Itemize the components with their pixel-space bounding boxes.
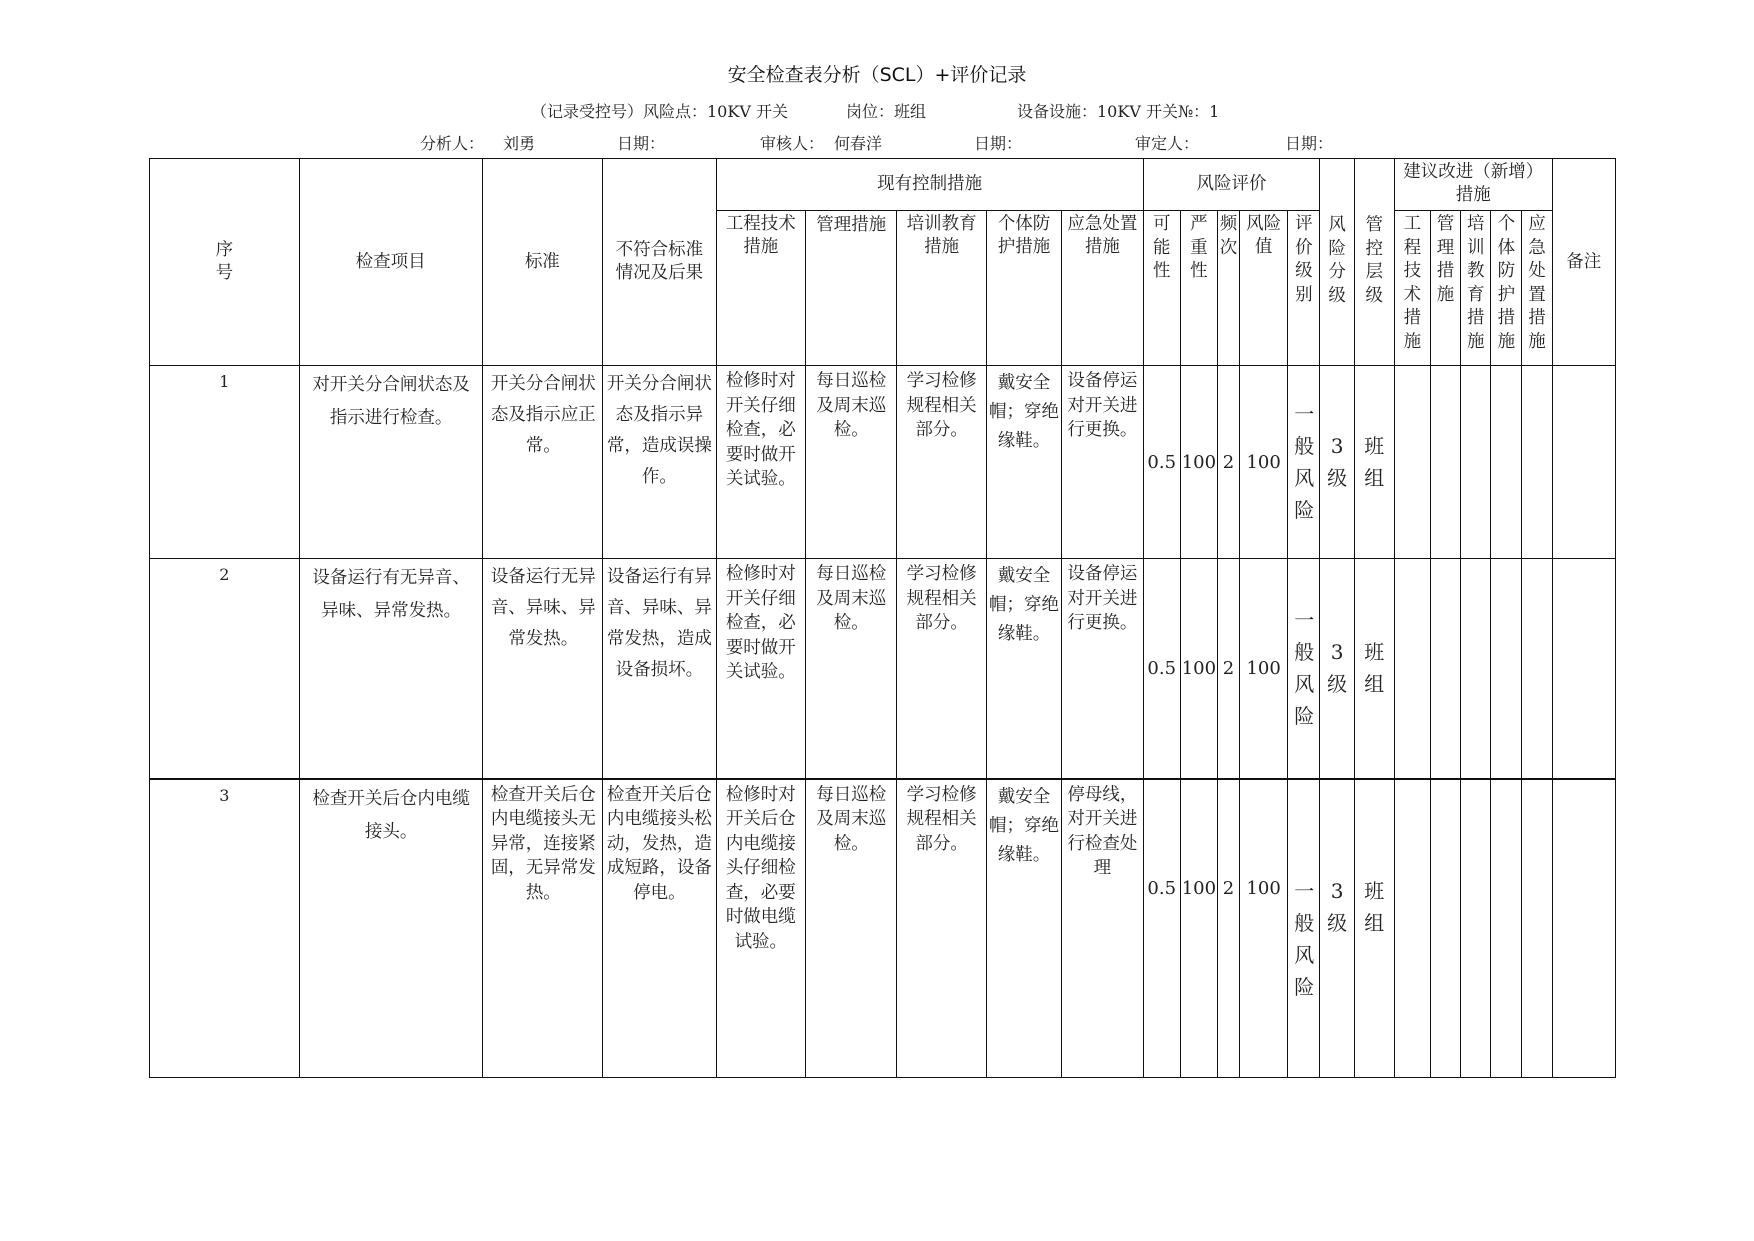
row-frequency: 2 [1217, 366, 1239, 559]
row-s-train [1461, 559, 1491, 779]
analyst-name: 刘勇 [503, 134, 536, 153]
header-eval-level: 评价级别 [1288, 211, 1320, 366]
header-emerg: 应急处置措施 [1062, 211, 1143, 366]
row-s-train [1461, 366, 1491, 559]
row-s-ppe [1491, 366, 1522, 559]
row-risk-value: 100 [1240, 559, 1288, 779]
row-risk-grade: 3级 [1320, 779, 1354, 1078]
row-s-ppe [1491, 559, 1522, 779]
header-controls-group: 现有控制措施 [716, 159, 1143, 211]
row-possibility: 0.5 [1143, 779, 1180, 1078]
row-seq: 2 [150, 559, 300, 779]
row-s-emerg [1522, 366, 1552, 559]
row-emerg: 停母线，对开关进行检查处理 [1062, 779, 1143, 1078]
row-nonconform: 开关分合闸状态及指示异常，造成误操作。 [603, 366, 717, 559]
row-severity: 100 [1180, 366, 1217, 559]
row-train: 学习检修规程相关部分。 [897, 559, 986, 779]
row-s-eng [1394, 559, 1430, 779]
header-s-emerg: 应急处置措施 [1522, 211, 1552, 366]
row-risk-grade: 3级 [1320, 366, 1354, 559]
row-eng: 检修时对开关仔细检查，必要时做开关试验。 [716, 366, 805, 559]
header-s-eng: 工程技术措施 [1394, 211, 1430, 366]
header-train: 培训教育措施 [897, 211, 986, 366]
header-seq: 序号 [150, 159, 300, 366]
reviewer-label: 审核人： [760, 134, 825, 153]
header-row-1 [150, 159, 1616, 211]
row-item: 对开关分合闸状态及指示进行检查。 [299, 366, 482, 559]
scl-table [149, 158, 1616, 1078]
row-mgmt: 每日巡检及周末巡检。 [806, 779, 897, 1078]
header-frequency: 频次 [1217, 211, 1239, 366]
row-eval-level: 一般风险 [1288, 366, 1320, 559]
header-risk-group: 风险评价 [1143, 159, 1320, 211]
row-emerg: 设备停运对开关进行更换。 [1062, 559, 1143, 779]
table-row [150, 366, 1616, 559]
row-s-eng [1394, 366, 1430, 559]
row-nonconform: 检查开关后仓内电缆接头松动，发热，造成短路，设备停电。 [603, 779, 717, 1078]
row-eng: 检修时对开关仔细检查，必要时做开关试验。 [716, 559, 805, 779]
row-frequency: 2 [1217, 559, 1239, 779]
approver-label: 审定人： [1135, 134, 1200, 153]
row-eval-level: 一般风险 [1288, 779, 1320, 1078]
row-standard: 开关分合闸状态及指示应正常。 [482, 366, 603, 559]
row-remark [1552, 559, 1615, 779]
reviewer-name: 何春洋 [834, 134, 883, 153]
row-risk-grade: 3级 [1320, 559, 1354, 779]
row-s-train [1461, 779, 1491, 1078]
row-remark [1552, 779, 1615, 1078]
header-risk-grade: 风险分级 [1320, 159, 1354, 366]
row-frequency: 2 [1217, 779, 1239, 1078]
header-severity: 严重性 [1180, 211, 1217, 366]
post-label: 岗位：班组 [846, 102, 927, 121]
row-standard: 检查开关后仓内电缆接头无异常，连接紧固，无异常发热。 [482, 779, 603, 1078]
date-label-1: 日期： [617, 134, 666, 153]
row-s-mgmt [1430, 779, 1460, 1078]
header-eng: 工程技术措施 [716, 211, 805, 366]
row-nonconform: 设备运行有异音、异味、异常发热，造成设备损坏。 [603, 559, 717, 779]
header-remark: 备注 [1552, 159, 1615, 366]
row-remark [1552, 366, 1615, 559]
page-title: 安全检查表分析（SCL）+评价记录 [727, 64, 1027, 86]
record-risk-point: （记录受控号）风险点：10KV 开关 [531, 102, 788, 121]
row-control-level: 班组 [1354, 559, 1394, 779]
row-mgmt: 每日巡检及周末巡检。 [806, 366, 897, 559]
header-standard: 标准 [482, 159, 603, 366]
header-s-mgmt: 管理措施 [1430, 211, 1460, 366]
row-s-emerg [1522, 779, 1552, 1078]
header-control-level: 管控层级 [1354, 159, 1394, 366]
row-item: 检查开关后仓内电缆接头。 [299, 779, 482, 1078]
row-mgmt: 每日巡检及周末巡检。 [806, 559, 897, 779]
header-risk-value: 风险值 [1240, 211, 1288, 366]
analyst-label: 分析人： [420, 134, 485, 153]
row-standard: 设备运行无异音、异味、异常发热。 [482, 559, 603, 779]
header-mgmt: 管理措施 [806, 211, 897, 366]
header-item: 检查项目 [299, 159, 482, 366]
row-train: 学习检修规程相关部分。 [897, 366, 986, 559]
row-item: 设备运行有无异音、异味、异常发热。 [299, 559, 482, 779]
row-ppe: 戴安全帽；穿绝缘鞋。 [986, 559, 1061, 779]
row-severity: 100 [1180, 779, 1217, 1078]
table-row [150, 779, 1616, 1078]
row-s-ppe [1491, 779, 1522, 1078]
header-s-ppe: 个体防护措施 [1491, 211, 1522, 366]
date-label-2: 日期： [974, 134, 1023, 153]
row-s-emerg [1522, 559, 1552, 779]
row-eng: 检修时对开关后仓内电缆接头仔细检查，必要时做电缆试验。 [716, 779, 805, 1078]
row-seq: 3 [150, 779, 300, 1078]
header-s-train: 培训教育措施 [1461, 211, 1491, 366]
table-row [150, 559, 1616, 779]
date-label-3: 日期： [1285, 134, 1334, 153]
row-ppe: 戴安全帽；穿绝缘鞋。 [986, 779, 1061, 1078]
header-nonconform: 不符合标准情况及后果 [603, 159, 717, 366]
row-possibility: 0.5 [1143, 559, 1180, 779]
header-possibility: 可能性 [1143, 211, 1180, 366]
row-seq: 1 [150, 366, 300, 559]
row-severity: 100 [1180, 559, 1217, 779]
row-control-level: 班组 [1354, 366, 1394, 559]
row-s-mgmt [1430, 559, 1460, 779]
row-train: 学习检修规程相关部分。 [897, 779, 986, 1078]
row-s-mgmt [1430, 366, 1460, 559]
header-suggest-group: 建议改进（新增）措施 [1394, 159, 1552, 211]
row-eval-level: 一般风险 [1288, 559, 1320, 779]
row-risk-value: 100 [1240, 366, 1288, 559]
header-ppe: 个体防护措施 [986, 211, 1061, 366]
row-risk-value: 100 [1240, 779, 1288, 1078]
row-control-level: 班组 [1354, 779, 1394, 1078]
row-ppe: 戴安全帽；穿绝缘鞋。 [986, 366, 1061, 559]
facility-label: 设备设施：10KV 开关№：1 [1017, 102, 1220, 121]
row-emerg: 设备停运对开关进行更换。 [1062, 366, 1143, 559]
row-possibility: 0.5 [1143, 366, 1180, 559]
row-s-eng [1394, 779, 1430, 1078]
